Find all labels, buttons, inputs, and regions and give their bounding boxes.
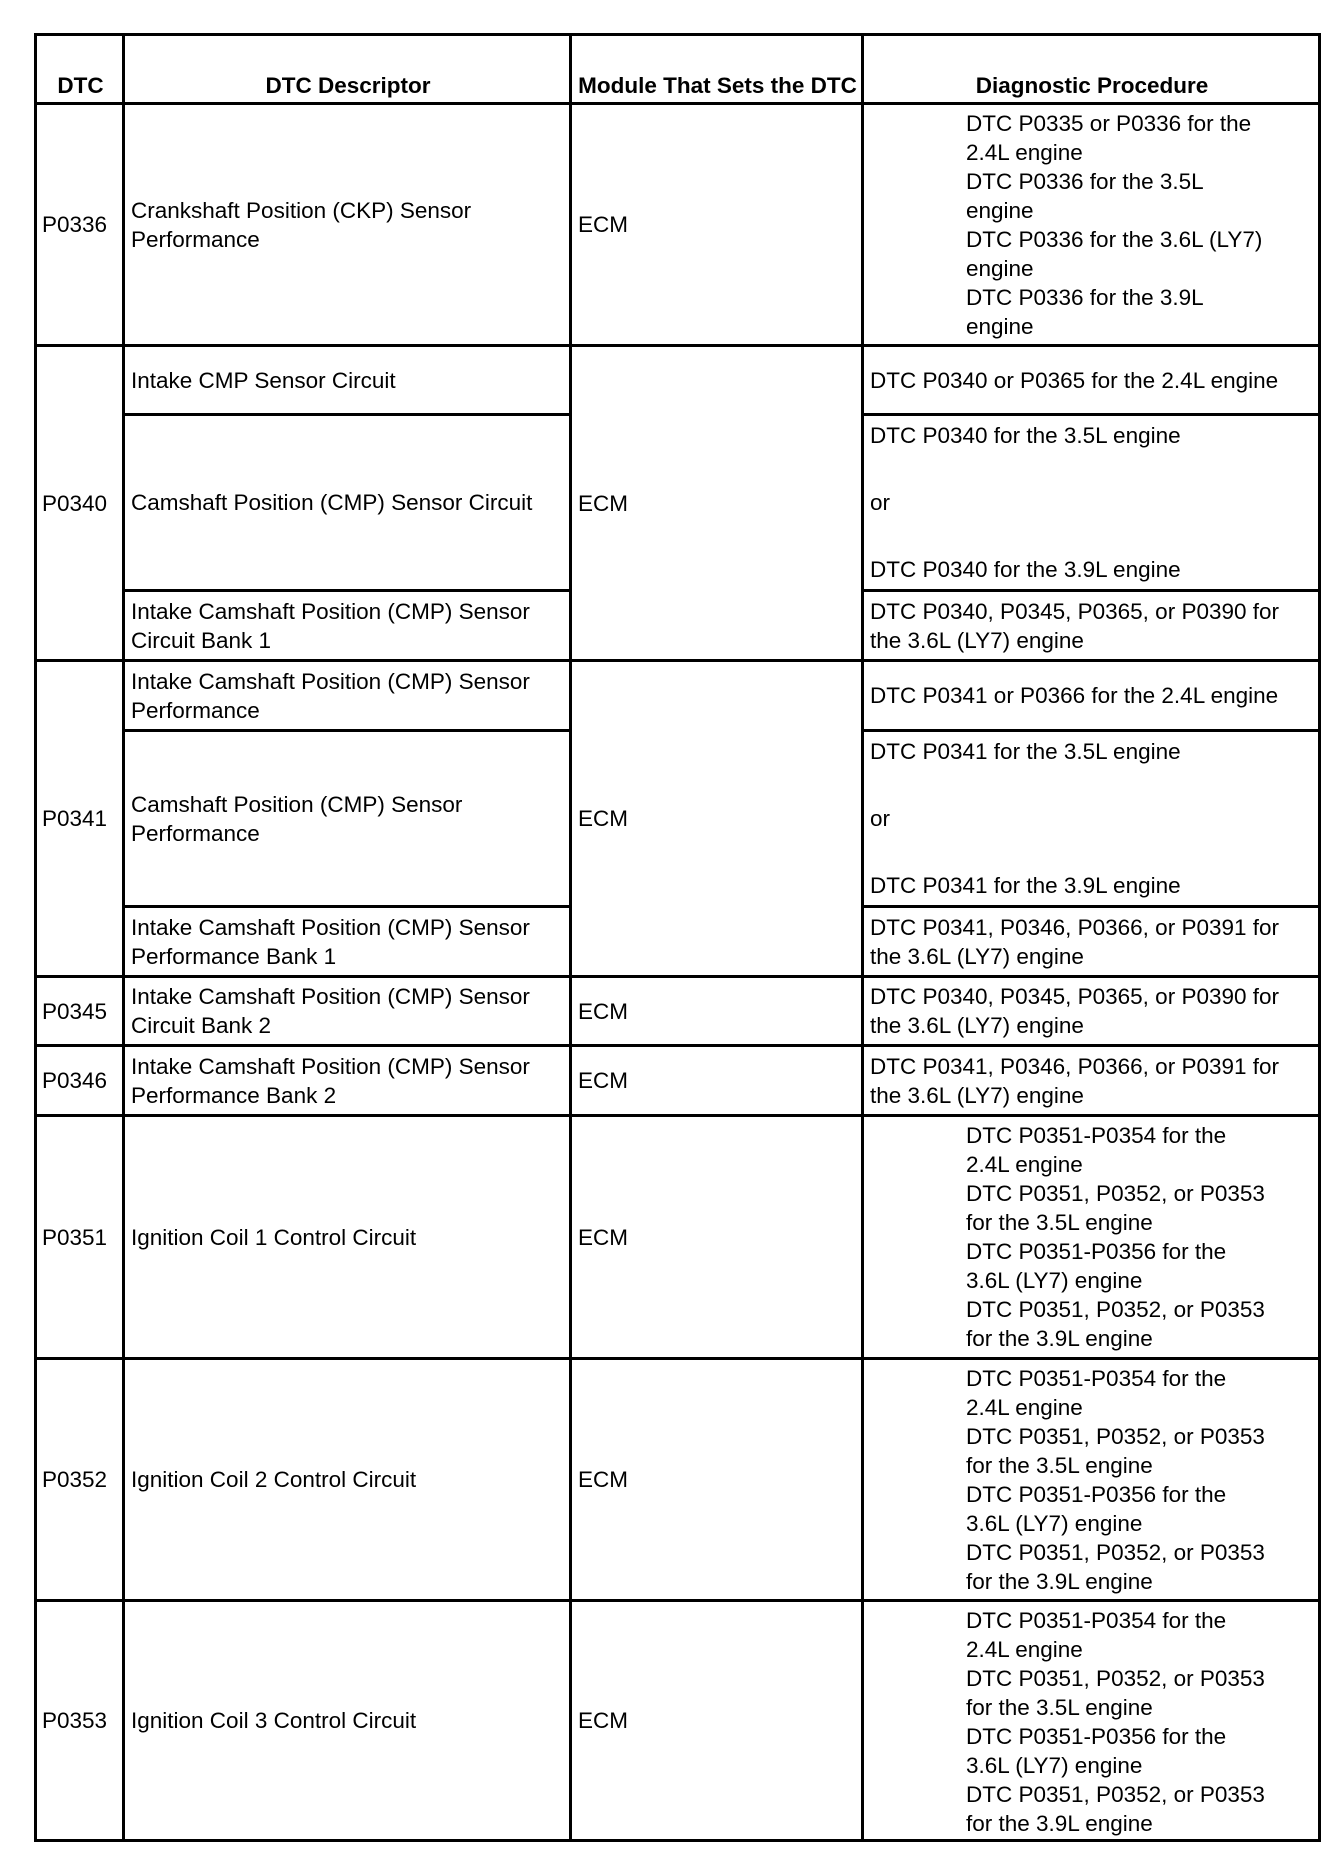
dtc-code: P0341 [36,661,124,977]
procedure-line: DTC P0336 for the 3.9L [966,285,1204,310]
procedure-line: DTC P0336 for the 3.5L [966,169,1204,194]
dtc-code: P0345 [36,977,124,1046]
dtc-descriptor: Intake Camshaft Position (CMP) Sensor Circuit Bank 2 [124,977,571,1046]
header-procedure: Diagnostic Procedure [863,35,1320,104]
procedure-line: 3.6L (LY7) engine [966,1753,1143,1778]
table-row [36,1116,1320,1359]
spacer [870,450,1314,488]
table-row [36,661,1320,731]
procedure-line: DTC P0351, P0352, or P0353 [966,1424,1265,1449]
dtc-descriptor: Ignition Coil 2 Control Circuit [124,1359,571,1601]
dtc-descriptor: Intake Camshaft Position (CMP) Sensor Performance [124,661,571,731]
spacer [870,517,1314,555]
table-row [36,104,1320,346]
spacer [870,833,1314,871]
procedure-line: 2.4L engine [966,1395,1083,1420]
procedure-line: 2.4L engine [966,140,1083,165]
dtc-descriptor: Camshaft Position (CMP) Sensor Circuit [124,415,571,591]
module: ECM [571,346,863,661]
module: ECM [571,1046,863,1116]
dtc-code: P0336 [36,104,124,346]
module: ECM [571,1116,863,1359]
procedure-line: engine [966,256,1034,281]
procedure-line: for the 3.9L engine [966,1811,1153,1836]
procedure-line: DTC P0351-P0354 for the [966,1123,1227,1148]
diagnostic-procedure: DTC P0340 or P0365 for the 2.4L engine [863,346,1320,415]
diagnostic-procedure [863,1601,1320,1841]
table-row [36,977,1320,1046]
module: ECM [571,977,863,1046]
procedure-line: DTC P0351-P0356 for the [966,1724,1227,1749]
procedure-line: or [870,806,891,831]
dtc-descriptor: Intake Camshaft Position (CMP) Sensor Circuit Bank 1 [124,591,571,661]
procedure-line: DTC P0351, P0352, or P0353 [966,1540,1265,1565]
procedure-line: DTC P0340 for the 3.5L engine [870,423,1181,448]
procedure-line: DTC P0351, P0352, or P0353 [966,1181,1265,1206]
diagnostic-procedure [863,731,1320,907]
header-dtc: DTC [36,35,124,104]
diagnostic-procedure [863,104,1320,346]
procedure-line: for the 3.9L engine [966,1569,1153,1594]
dtc-descriptor: Ignition Coil 3 Control Circuit [124,1601,571,1841]
dtc-code: P0351 [36,1116,124,1359]
dtc-descriptor: Intake Camshaft Position (CMP) Sensor Performance Bank 1 [124,907,571,977]
procedure-line: DTC P0340 for the 3.9L engine [870,557,1181,582]
dtc-descriptor: Crankshaft Position (CKP) Sensor Performance [124,104,571,346]
procedure-line: 2.4L engine [966,1637,1083,1662]
diagnostic-procedure [863,1116,1320,1359]
module: ECM [571,661,863,977]
procedure-line: DTC P0351-P0356 for the [966,1239,1227,1264]
header-module: Module That Sets the DTC [571,35,863,104]
procedure-line: for the 3.5L engine [966,1695,1153,1720]
procedure-line: DTC P0335 or P0336 for the [966,111,1252,136]
diagnostic-procedure: DTC P0341 or P0366 for the 2.4L engine [863,661,1320,731]
procedure-line: DTC P0341 for the 3.9L engine [870,873,1181,898]
table-row [36,1601,1320,1841]
procedure-line: DTC P0336 for the 3.6L (LY7) [966,227,1263,252]
diagnostic-procedure [863,1359,1320,1601]
diagnostic-procedure [863,415,1320,591]
header-row [36,35,1320,104]
procedure-line: for the 3.9L engine [966,1326,1153,1351]
dtc-code: P0352 [36,1359,124,1601]
dtc-descriptor: Intake Camshaft Position (CMP) Sensor Performance Bank 2 [124,1046,571,1116]
module: ECM [571,104,863,346]
module: ECM [571,1601,863,1841]
dtc-code: P0353 [36,1601,124,1841]
procedure-line: DTC P0351, P0352, or P0353 [966,1297,1265,1322]
procedure-line: 3.6L (LY7) engine [966,1511,1143,1536]
dtc-code: P0346 [36,1046,124,1116]
diagnostic-procedure: DTC P0341, P0346, P0366, or P0391 for the 3.6L (LY7) engine [863,907,1320,977]
procedure-line: 3.6L (LY7) engine [966,1268,1143,1293]
procedure-line: DTC P0351, P0352, or P0353 [966,1666,1265,1691]
procedure-line: 2.4L engine [966,1152,1083,1177]
diagnostic-procedure: DTC P0341, P0346, P0366, or P0391 for the 3.6L (LY7) engine [863,1046,1320,1116]
procedure-line: DTC P0351-P0354 for the [966,1608,1227,1633]
procedure-line: or [870,490,891,515]
dtc-descriptor: Ignition Coil 1 Control Circuit [124,1116,571,1359]
diagnostic-procedure: DTC P0340, P0345, P0365, or P0390 for the 3.6L (LY7) engine [863,591,1320,661]
dtc-descriptor: Intake CMP Sensor Circuit [124,346,571,415]
procedure-line: for the 3.5L engine [966,1453,1153,1478]
diagnostic-procedure: DTC P0340, P0345, P0365, or P0390 for the 3.6L (LY7) engine [863,977,1320,1046]
procedure-line: DTC P0351-P0354 for the [966,1366,1227,1391]
procedure-line: DTC P0351, P0352, or P0353 [966,1782,1265,1807]
table-row [36,1359,1320,1601]
module: ECM [571,1359,863,1601]
table-row [36,346,1320,415]
dtc-descriptor: Camshaft Position (CMP) Sensor Performance [124,731,571,907]
procedure-line: engine [966,198,1034,223]
spacer [870,766,1314,804]
procedure-line: DTC P0341 for the 3.5L engine [870,739,1181,764]
procedure-line: engine [966,314,1034,339]
procedure-line: for the 3.5L engine [966,1210,1153,1235]
dtc-table [34,33,1321,1842]
procedure-line: DTC P0351-P0356 for the [966,1482,1227,1507]
header-descriptor: DTC Descriptor [124,35,571,104]
dtc-code: P0340 [36,346,124,661]
table-row [36,1046,1320,1116]
